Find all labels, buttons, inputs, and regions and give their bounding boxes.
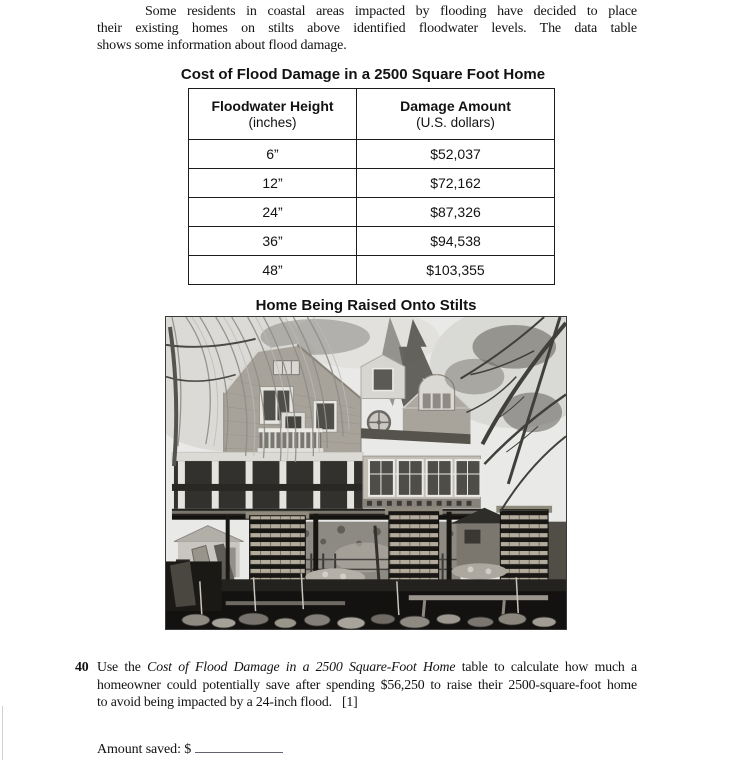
column-header-floodwater-height [189,89,357,140]
question-line-1 [97,658,637,676]
page-edge-artifact [2,706,3,760]
question-text-segment: table to calculate how much a [455,659,637,674]
damage-cell: $72,162 [357,169,555,198]
height-cell: 24” [189,198,357,227]
column-header-label: Damage Amount [400,98,511,114]
amount-saved-blank [195,740,283,753]
height-cell: 48” [189,256,357,285]
damage-cell: $52,037 [357,140,555,169]
question-text-segment: Use the [97,659,148,674]
intro-line-3: shows some information about flood damage. [97,38,347,53]
question-block [75,658,637,711]
answer-line [97,740,283,758]
stilt-house-photo-art [166,317,566,629]
damage-cell: $94,538 [357,227,555,256]
table-row [189,227,555,256]
table-row [189,256,555,285]
question-line-3 [97,693,637,711]
table-title: Cost of Flood Damage in a 2500 Square Foot Home [180,66,546,83]
column-header-damage-amount [357,89,555,140]
table-row [189,169,555,198]
column-header-label: Floodwater Height [211,98,334,114]
photo-caption: Home Being Raised Onto Stilts [255,297,477,314]
height-cell: 36” [189,227,357,256]
table-row [189,198,555,227]
height-cell: 12” [189,169,357,198]
table-header-row [189,89,555,140]
intro-line-1: Some residents in coastal areas impacted by flooding have decided to place [145,4,637,19]
intro-line-2: their existing homes on stilts above identified floodwater levels. The data table [97,21,637,36]
question-text-segment: to avoid being impacted by a 24-inch flood. [97,694,332,709]
flood-damage-table [188,88,555,285]
height-cell: 6” [189,140,357,169]
question-text [97,658,637,711]
intro-paragraph [97,3,637,54]
points-marker: [1] [341,694,358,709]
column-header-units: (inches) [248,115,297,130]
column-header-units: (U.S. dollars) [416,115,495,130]
question-number: 40 [75,659,89,674]
damage-cell: $87,326 [357,198,555,227]
damage-cell: $103,355 [357,256,555,285]
amount-saved-label: Amount saved: $ [97,742,192,757]
question-line-2: homeowner could potentially save after spending $56,250 to raise their 2500-square-foot home [97,676,637,692]
stilt-house-photo [165,316,567,630]
table-row [189,140,555,169]
question-italic-title: Cost of Flood Damage in a 2500 Square-Foot Home [147,659,456,674]
